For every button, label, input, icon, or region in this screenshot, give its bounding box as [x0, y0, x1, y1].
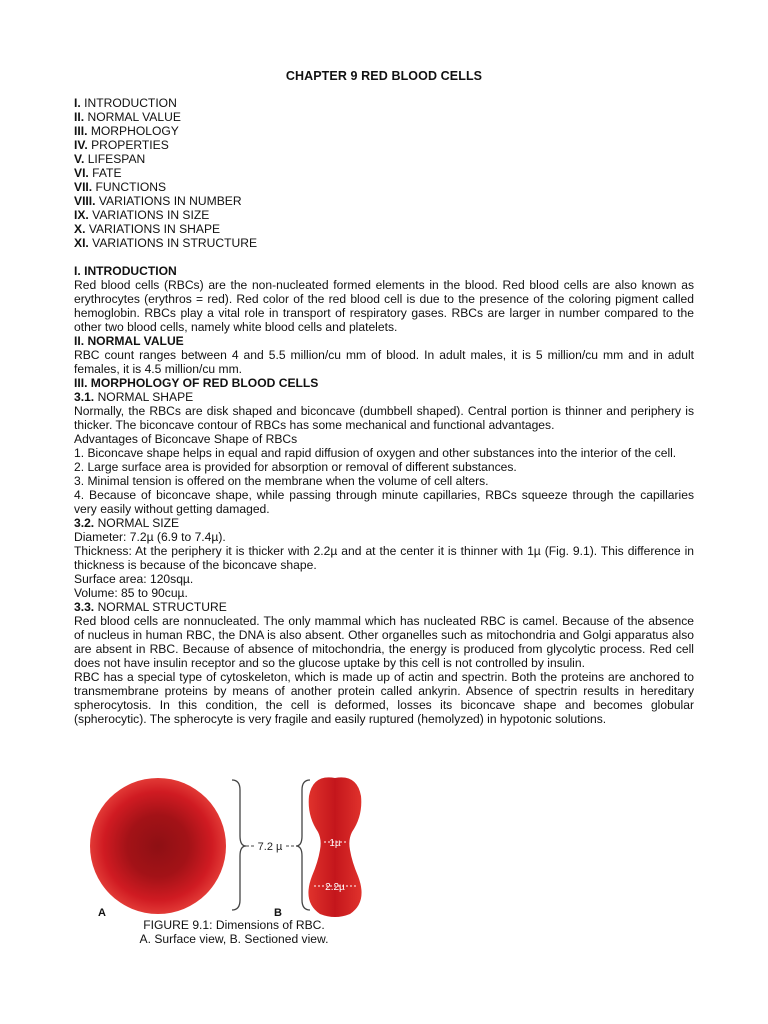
diameter-label: 7.2 µ [257, 841, 283, 853]
figure-label-b: B [274, 907, 282, 919]
advantages-heading: Advantages of Biconcave Shape of RBCs [74, 432, 298, 446]
structure-paragraph-1: Red blood cells are nonnucleated. The only mammal which has nucleated RBC is camel. Because of the absence of nucleus in human RBC, the DNA is also absent. Other organelles such as mitochondria and Golgi apparatus also are absent in RBC. Because of absence of mitochondria, the energy is produced from glycolytic process. Red cell does not have insulin receptor and so the glucose uptake by this cell is not controlled by insulin. [74, 614, 694, 670]
advantage-item: 3. Minimal tension is offered on the membrane when the volume of cell alters. [74, 474, 489, 488]
advantage-item: 1. Biconcave shape helps in equal and rapid diffusion of oxygen and other substances into the interior of the cell. [74, 446, 677, 460]
toc-item: VII. FUNCTIONS [74, 180, 167, 194]
size-line: Surface area: 120sqµ. [74, 572, 194, 586]
toc-item: V. LIFESPAN [74, 152, 146, 166]
table-of-contents [74, 96, 257, 250]
advantage-item: 4. Because of biconcave shape, while passing through minute capillaries, RBCs squeeze through the capillaries very easily without getting damaged. [74, 488, 694, 516]
toc-item: VI. FATE [74, 166, 122, 180]
size-line: Thickness: At the periphery it is thicker with 2.2µ and at the center it is thinner with 1µ (Fig. 9.1). This difference in thickness is because of the biconcave shape. [74, 544, 694, 572]
caption-line: A. Surface view, B. Sectioned view. [139, 932, 329, 946]
toc-item: IV. PROPERTIES [74, 138, 169, 152]
size-line: Diameter: 7.2µ (6.9 to 7.4µ). [74, 530, 226, 544]
left-bracket [232, 780, 246, 910]
document-body [74, 264, 694, 726]
toc-item: III. MORPHOLOGY [74, 124, 179, 138]
subheading-normal-size: 3.2. NORMAL SIZE [74, 516, 180, 530]
figure-label-a: A [98, 907, 106, 919]
toc-item: VIII. VARIATIONS IN NUMBER [74, 194, 242, 208]
toc-item: IX. VARIATIONS IN SIZE [74, 208, 210, 222]
advantage-item: 2. Large surface area is provided for absorption or removal of different substances. [74, 460, 517, 474]
center-thickness-label: 1µ [329, 838, 341, 849]
chapter-title: CHAPTER 9 RED BLOOD CELLS [285, 69, 483, 83]
toc-item: XI. VARIATIONS IN STRUCTURE [74, 236, 258, 250]
subheading-normal-structure: 3.3. NORMAL STRUCTURE [74, 600, 227, 614]
subheading-normal-shape: 3.1. NORMAL SHAPE [74, 390, 194, 404]
introduction-paragraph: Red blood cells (RBCs) are the non-nucleated formed elements in the blood. Red blood cells are also known as erythrocytes (erythros = red). Red color of the red blood cell is due to the presence of the coloring pigment called hemoglobin. RBCs play a vital role in transport of respiratory gases. RBCs are larger in number compared to the other two blood cells, namely white blood cells and platelets. [74, 278, 694, 334]
toc-item: X. VARIATIONS IN SHAPE [74, 222, 221, 236]
section-heading-morphology: III. MORPHOLOGY OF RED BLOOD CELLS [74, 376, 319, 390]
size-line: Volume: 85 to 90cuµ. [74, 586, 188, 600]
caption-line: FIGURE 9.1: Dimensions of RBC. [143, 918, 325, 932]
edge-thickness-label: 2.2µ [325, 882, 345, 893]
right-bracket [296, 780, 310, 910]
section-heading-introduction: I. INTRODUCTION [74, 264, 177, 278]
structure-paragraph-2: RBC has a special type of cytoskeleton, which is made up of actin and spectrin. Both the proteins are anchored to transmembrane proteins by means of another protein called ankyrin. Absence of spectrin results in hereditary spherocytosis. In this condition, the cell is deformed, losses its biconcave shape and becomes globular (spherocytic). The spherocyte is very fragile and easily ruptured (hemolyzed) in hypotonic solutions. [74, 670, 694, 726]
figure-caption [84, 918, 384, 946]
normal-value-paragraph: RBC count ranges between 4 and 5.5 million/cu mm of blood. In adult males, it is 5 million/cu mm and in adult females, it is 4.5 million/cu mm. [74, 348, 694, 376]
toc-item: I. INTRODUCTION [74, 96, 177, 110]
normal-shape-paragraph: Normally, the RBCs are disk shaped and biconcave (dumbbell shaped). Central portion is thinner and periphery is thicker. The biconcave contour of RBCs has some mechanical and functional advantages. [74, 404, 694, 432]
section-heading-normal-value: II. NORMAL VALUE [74, 334, 184, 348]
rbc-surface-view [90, 778, 226, 914]
toc-item: II. NORMAL VALUE [74, 110, 181, 124]
